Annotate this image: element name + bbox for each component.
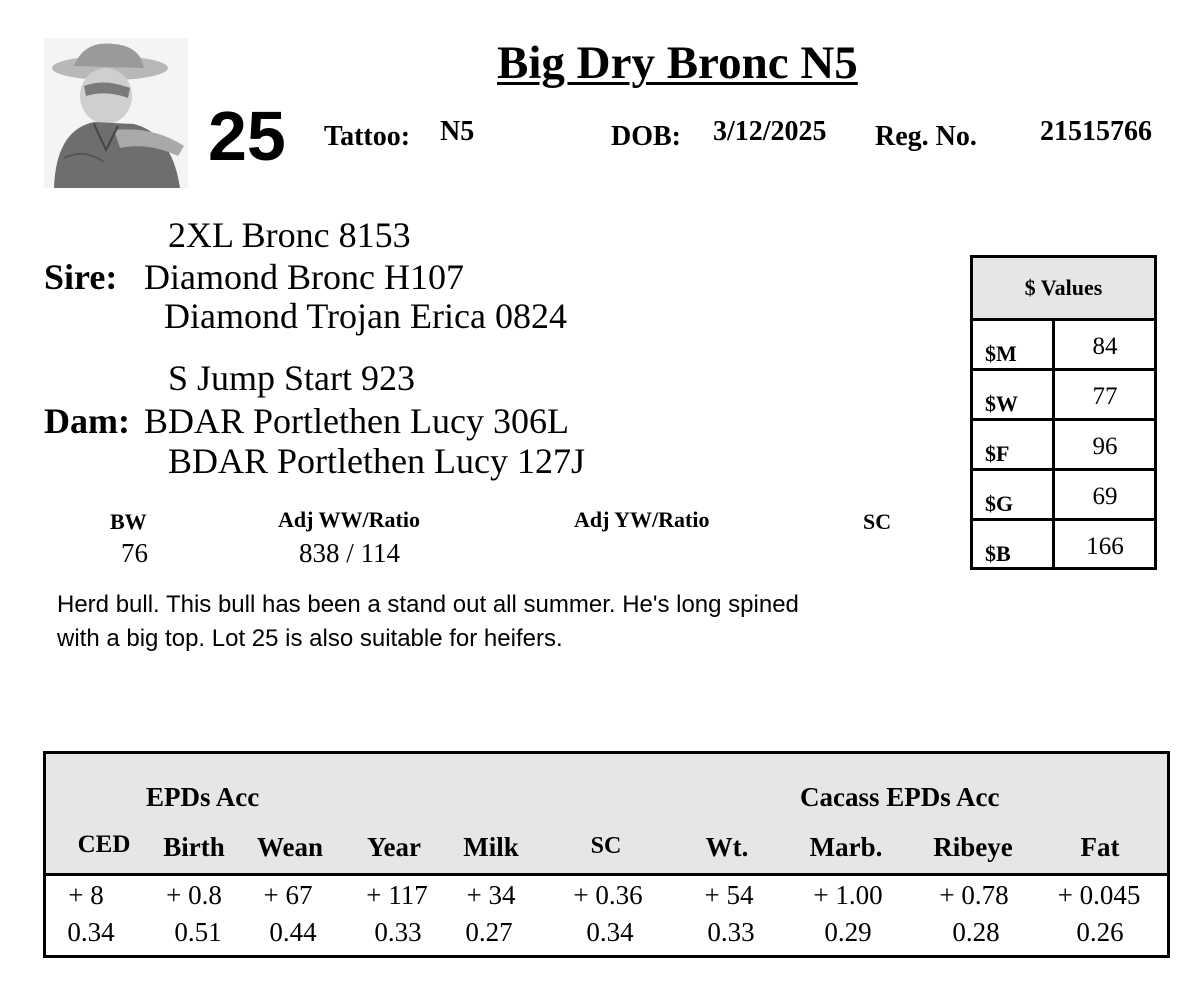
acc-value-marb: 0.29	[824, 917, 872, 947]
epd-value-ced: + 8	[68, 880, 104, 910]
acc-value-wean: 0.44	[269, 917, 317, 947]
bw-value: 76	[121, 538, 148, 568]
col-milk: Milk	[463, 832, 519, 862]
yw-label: Adj YW/Ratio	[574, 507, 710, 532]
dollar-label: $W	[985, 391, 1018, 416]
epd-value-milk: + 34	[466, 880, 516, 910]
dob-value: 3/12/2025	[713, 116, 827, 147]
epd-table	[43, 751, 1170, 958]
acc-value-fat: 0.26	[1076, 917, 1124, 947]
epd-value-wean: + 67	[263, 880, 313, 910]
animal-title: Big Dry Bronc N5	[497, 37, 858, 89]
dollar-row	[973, 421, 1154, 471]
dollar-value: 69	[1092, 483, 1118, 510]
epd-header	[46, 754, 1167, 876]
ww-value: 838 / 114	[299, 538, 400, 568]
epd-value-marb: + 1.00	[813, 880, 883, 910]
reg-value: 21515766	[1040, 116, 1152, 147]
dollar-label: $G	[985, 491, 1014, 516]
col-ced: CED	[77, 831, 131, 858]
col-wean: Wean	[256, 832, 323, 862]
dollar-label: $F	[985, 441, 1010, 466]
tattoo-value: N5	[440, 116, 475, 147]
sire-sire: 2XL Bronc 8153	[168, 215, 411, 255]
dam-name: BDAR Portlethen Lucy 306L	[144, 401, 569, 441]
carcass-group-label: Cacass EPDs Acc	[800, 782, 1000, 812]
tattoo-label: Tattoo:	[324, 121, 411, 152]
acc-value-ribeye: 0.28	[952, 917, 1000, 947]
dollar-values-title: $ Values	[973, 258, 1154, 321]
dollar-value: 77	[1092, 383, 1118, 410]
dollar-value: 96	[1092, 433, 1118, 460]
sire-label: Sire:	[44, 257, 118, 297]
dollar-row	[973, 521, 1154, 571]
epd-value-fat: + 0.045	[1057, 880, 1141, 910]
sire-dam: Diamond Trojan Erica 0824	[164, 296, 567, 336]
bw-label: BW	[110, 509, 147, 534]
epd-value-sc: + 0.36	[573, 880, 643, 910]
dollar-row	[973, 471, 1154, 521]
dam-label: Dam:	[44, 401, 130, 441]
acc-value-birth: 0.51	[174, 917, 222, 947]
col-birth: Birth	[163, 832, 225, 862]
epd-value-birth: + 0.8	[166, 880, 222, 910]
sire-name: Diamond Bronc H107	[144, 257, 464, 297]
acc-value-milk: 0.27	[465, 917, 513, 947]
dam-sire: S Jump Start 923	[168, 358, 416, 398]
lot-number: 25	[208, 97, 286, 175]
acc-value-ced: 0.34	[67, 917, 115, 947]
dollar-row	[973, 321, 1154, 371]
dollar-label: $B	[985, 541, 1011, 566]
epd-value-wt: + 54	[704, 880, 754, 910]
dam-dam: BDAR Portlethen Lucy 127J	[168, 441, 585, 481]
epd-value-year: + 117	[366, 880, 428, 910]
epd-value-ribeye: + 0.78	[939, 880, 1009, 910]
col-year: Year	[367, 832, 421, 862]
dollar-value: 84	[1092, 333, 1118, 360]
dob-label: DOB:	[611, 121, 681, 152]
dollar-label: $M	[985, 341, 1017, 366]
dollar-values-table	[970, 255, 1157, 570]
ww-label: Adj WW/Ratio	[278, 507, 420, 532]
col-fat: Fat	[1080, 832, 1120, 862]
acc-value-year: 0.33	[374, 917, 422, 947]
notes-text: Herd bull. This bull has been a stand out all summer. He's long spined with a big top. Lot 25 is also suitable for heifers.	[57, 591, 799, 652]
epd-group-label: EPDs Acc	[146, 782, 260, 812]
sc-label: SC	[863, 509, 892, 534]
col-marb: Marb.	[809, 832, 883, 862]
acc-value-wt: 0.33	[707, 917, 755, 947]
col-ribeye: Ribeye	[933, 832, 1013, 862]
col-sc: SC	[590, 833, 622, 859]
reg-label: Reg. No.	[875, 121, 977, 152]
cowboy-portrait-icon	[44, 38, 188, 188]
dollar-row	[973, 371, 1154, 421]
col-wt: Wt.	[705, 832, 749, 862]
dollar-value: 166	[1086, 533, 1124, 560]
acc-value-sc: 0.34	[586, 917, 634, 947]
